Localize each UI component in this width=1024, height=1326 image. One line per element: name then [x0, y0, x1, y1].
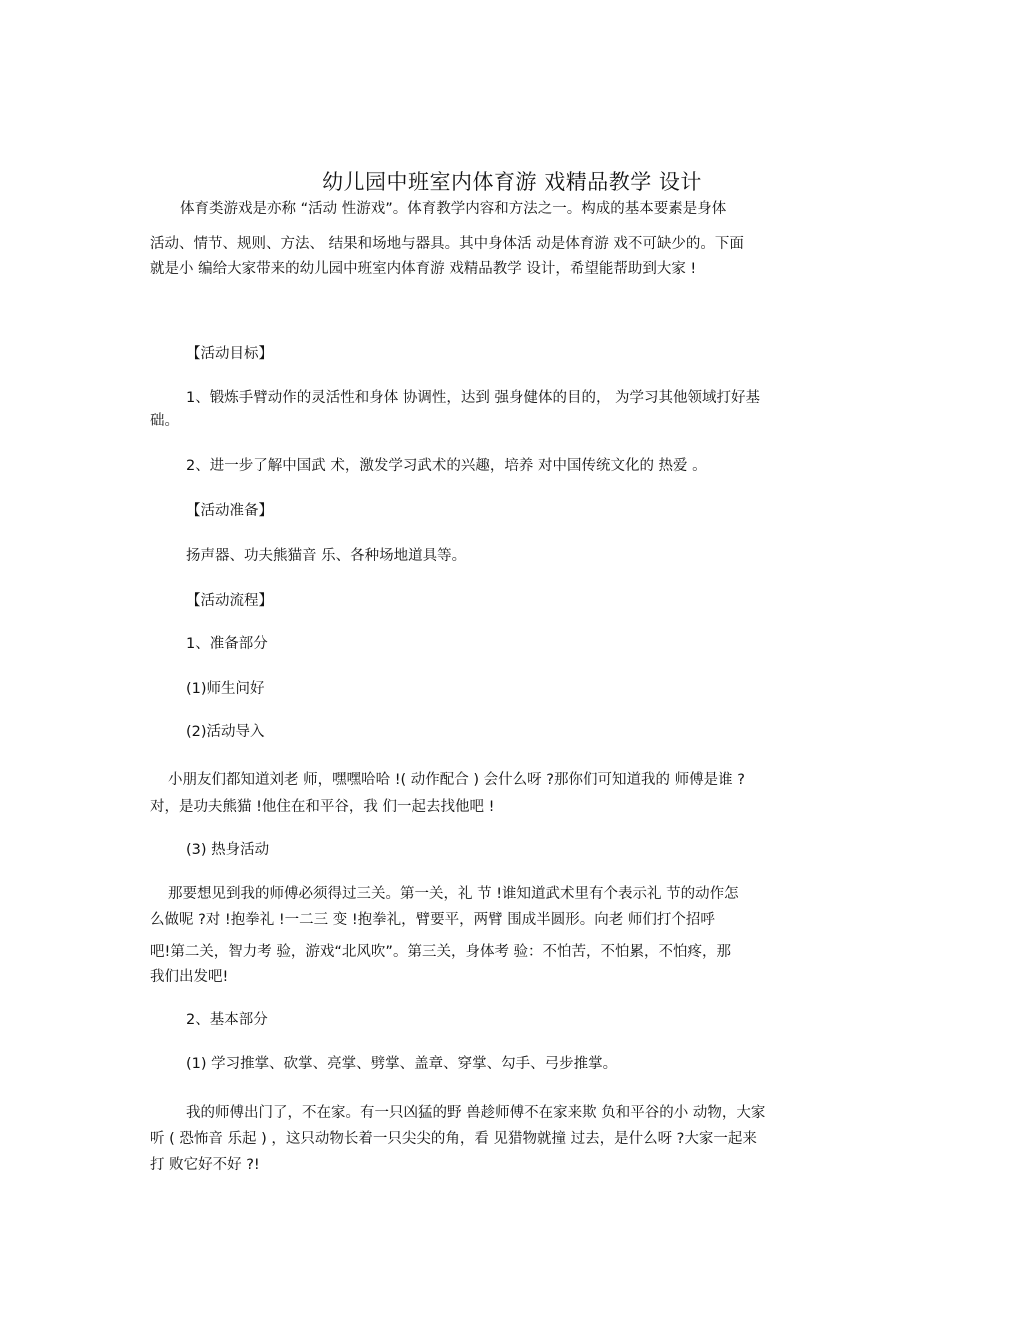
document-title: 幼儿园中班室内体育游 戏精品教学 设计 [322, 170, 702, 194]
warmup-line-3: 吧!第二关，智力考 验，游戏“北风吹”。第三关，身体考 验：不怕苦，不怕累，不怕疼，那 [150, 944, 732, 960]
part-1: 1、准备部分 [186, 636, 268, 652]
step-4: (1) 学习推掌、砍掌、亮掌、劈掌、盖章、穿掌、勾手、弓步推掌。 [186, 1056, 618, 1072]
intro-line-2: 活动、情节、规则、方法、 结果和场地与器具。其中身体活 动是体育游 戏不可缺少的。下面 [150, 236, 744, 252]
story-line-2: 听 ( 恐怖音 乐起 ) ，这只动物长着一只尖尖的角，看 见猎物就撞 过去，是什么呀 ?大家一起来 [150, 1131, 757, 1147]
story-line-3: 打 败它好不好 ?! [150, 1157, 260, 1173]
heading-flow: 【活动流程】 [186, 593, 273, 609]
heading-prep: 【活动准备】 [186, 503, 273, 519]
goal-1-line-2: 础。 [150, 413, 179, 429]
goal-2: 2、进一步了解中国武 术，激发学习武术的兴趣，培养 对中国传统文化的 热爱 。 [186, 458, 707, 474]
intro-line-3: 就是小 编给大家带来的幼儿园中班室内体育游 戏精品教学 设计，希望能帮助到大家 ! [150, 261, 697, 277]
intro-para-line-2: 对，是功夫熊猫 !他住在和平谷，我 们一起去找他吧 ! [150, 799, 495, 815]
step-1: (1)师生问好 [186, 681, 265, 697]
intro-line-1: 体育类游戏是亦称 “活动 性游戏”。体育教学内容和方法之一。构成的基本要素是身体 [180, 201, 727, 217]
step-3: (3) 热身活动 [186, 842, 270, 858]
warmup-line-1: 那要想见到我的师傅必须得过三关。第一关，礼 节 !谁知道武术里有个表示礼 节的动作怎 [168, 886, 739, 902]
step-2: (2)活动导入 [186, 724, 265, 740]
part-2: 2、基本部分 [186, 1012, 268, 1028]
heading-goals: 【活动目标】 [186, 346, 273, 362]
goal-1-line-1: 1、锻炼手臂动作的灵活性和身体 协调性，达到 强身健体的目的， 为学习其他领域打好基 [186, 390, 761, 406]
warmup-line-2: 么做呢 ?对 !抱拳礼 !一二三 变 !抱拳礼，臂要平，两臂 围成半圆形。向老 师们打个招呼 [150, 912, 715, 928]
prep-text: 扬声器、功夫熊猫音 乐、各种场地道具等。 [186, 548, 467, 564]
warmup-line-4: 我们出发吧! [150, 969, 229, 985]
story-line-1: 我的师傅出门了，不在家。有一只凶猛的野 兽趁师傅不在家来欺 负和平谷的小 动物，大家 [186, 1105, 766, 1121]
intro-para-line-1: 小朋友们都知道刘老 师，嘿嘿哈哈 !( 动作配合 ) 会什么呀 ?那你们可知道我的 师傅是谁 ? [168, 772, 745, 788]
